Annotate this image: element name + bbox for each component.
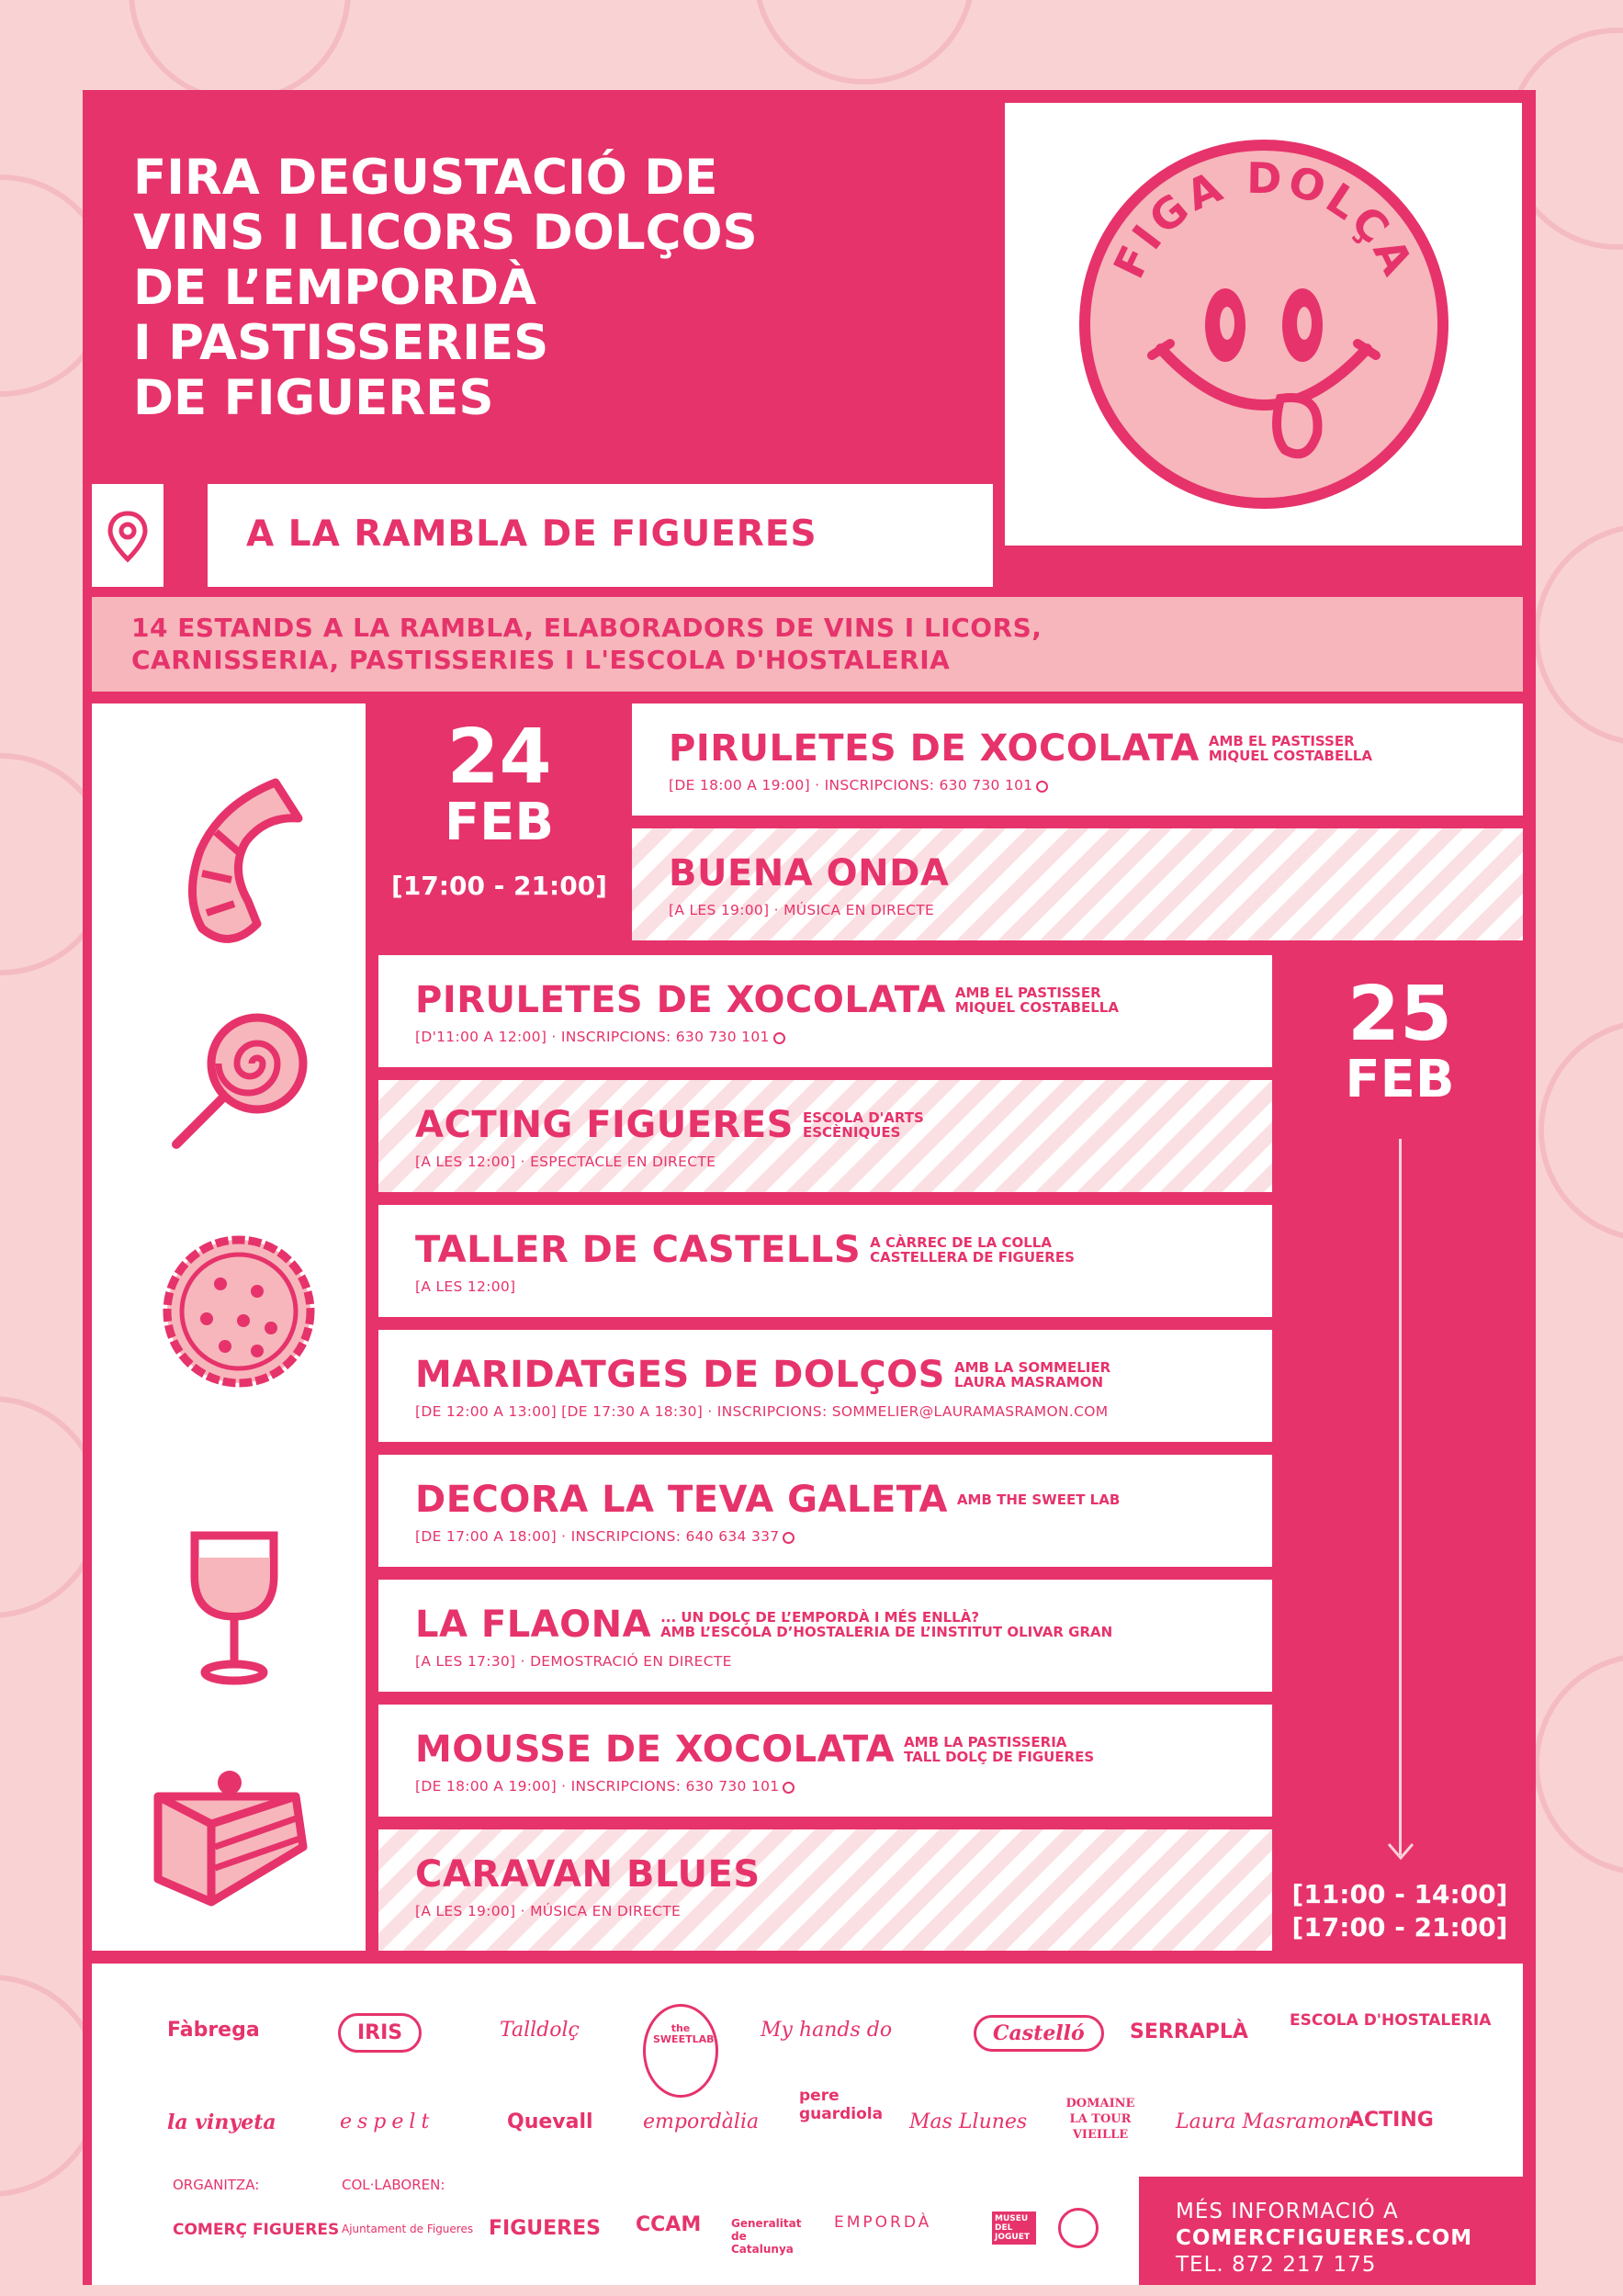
day-hours: [17:00 - 21:00] (1291, 1912, 1508, 1942)
collaborator-logo: CCAM (636, 2213, 702, 2236)
sponsor-logo: la vinyeta (167, 2110, 276, 2134)
background-smiley-icon (1534, 1653, 1623, 1875)
event-info: [DE 17:00 A 18:00] · INSCRIPCIONS: 640 634 337 (415, 1528, 780, 1545)
organizer-logo: COMERÇ FIGUERES (173, 2221, 340, 2239)
event-info: [A LES 12:00] (415, 1278, 516, 1295)
sponsor-logo: espelt (340, 2110, 435, 2133)
event-title: MOUSSE DE XOCOLATA (415, 1728, 896, 1771)
sponsor-logo: Quevall (507, 2110, 593, 2133)
collaborator-logo: Generalitat de Catalunya (731, 2217, 802, 2256)
event-card (378, 1580, 1272, 1692)
event-subtitle (1209, 734, 1372, 763)
event-card (632, 828, 1523, 940)
background-smiley-icon (1538, 1019, 1623, 1242)
sponsor-logo: ACTING (1348, 2109, 1434, 2132)
figa-dolca-logo (1005, 103, 1522, 546)
day-number: 25 (1347, 971, 1453, 1058)
lollipop-icon (176, 1018, 303, 1144)
website-link[interactable]: COMERCFIGUERES.COM (1176, 2226, 1473, 2250)
event-card (378, 1455, 1272, 1567)
event-subtitle-line2: AMB L’ESCOLA D’HOSTALERIA DE L’INSTITUT OLIVAR GRAN (660, 1624, 1113, 1640)
event-subtitle-line2: MIQUEL COSTABELLA (954, 999, 1119, 1016)
event-info: [A LES 19:00] · MÚSICA EN DIRECTE (415, 1903, 682, 1919)
background-smiley-icon (753, 0, 975, 84)
event-card (378, 955, 1272, 1067)
event-subtitle-line1: A CÀRREC DE LA COLLA (870, 1234, 1052, 1251)
whatsapp-icon (783, 1532, 795, 1544)
event-title: LA FLAONA (415, 1604, 652, 1646)
sponsor-logo: pere guardiola (799, 2087, 884, 2123)
event-title: DECORA LA TEVA GALETA (415, 1479, 948, 1521)
sponsor-logo: Fàbrega (167, 2019, 260, 2042)
event-card (378, 1330, 1272, 1442)
event-title: ACTING FIGUERES (415, 1104, 794, 1146)
logo-text: FIGA DOLÇA (1103, 152, 1425, 287)
event-info: [DE 18:00 A 19:00] · INSCRIPCIONS: 630 730 101 (669, 777, 1033, 793)
poster-title (83, 90, 992, 480)
background-smiley-icon (1534, 523, 1623, 746)
event-title: BUENA ONDA (669, 852, 950, 895)
event-card (378, 1705, 1272, 1817)
collaborator-logo: MUSEU DEL JOGUET (992, 2212, 1036, 2245)
phone-number[interactable]: TEL. 872 217 175 (1176, 2253, 1377, 2277)
title-line: DE FIGUERES (133, 370, 494, 426)
icon-column (92, 703, 366, 1951)
day-hours: [11:00 - 14:00] (1291, 1879, 1508, 1909)
sponsor-logo: IRIS (338, 2013, 422, 2053)
organitza-label: ORGANITZA: (173, 2177, 260, 2193)
event-subtitle-line2: ESCÈNIQUES (803, 1124, 901, 1141)
event-title: TALLER DE CASTELLS (415, 1229, 862, 1271)
cookie-icon (167, 1240, 310, 1383)
sponsor-logo: Mas Llunes (909, 2110, 1028, 2133)
sponsor-logo: Laura Masramon (1176, 2110, 1352, 2133)
whatsapp-icon (1036, 781, 1048, 793)
sponsor-logo: DOMAINE LA TOUR VIEILLE (1065, 2097, 1135, 2142)
arrow-down-icon (1387, 1841, 1414, 1862)
event-info: [A LES 17:30] · DEMOSTRACIÓ EN DIRECTE (415, 1653, 732, 1670)
event-info: [A LES 19:00] · MÚSICA EN DIRECTE (669, 902, 935, 918)
event-title: MARIDATGES DE DOLÇOS (415, 1354, 945, 1396)
event-subtitle-line2: MIQUEL COSTABELLA (1208, 748, 1372, 764)
day-month: FEB (1345, 1050, 1455, 1109)
event-subtitle-line2: TALL DOLÇ DE FIGUERES (904, 1749, 1095, 1765)
day-25-block (1277, 955, 1523, 1951)
logo-panel (1005, 103, 1522, 546)
collaboren-label: COL·LABOREN: (342, 2177, 445, 2193)
event-card (378, 1829, 1272, 1951)
event-card (378, 1080, 1272, 1192)
day-month: FEB (444, 793, 555, 852)
event-subtitle-line1: ESCOLA D'ARTS (803, 1109, 924, 1126)
stands-band (92, 597, 1523, 692)
location-pin-icon (92, 484, 163, 587)
more-info-box (1139, 2177, 1523, 2285)
event-subtitle-line1: AMB LA SOMMELIER (954, 1359, 1111, 1376)
croissant-icon (192, 782, 299, 939)
timeline-line (1399, 1139, 1402, 1855)
day-24-block (367, 703, 631, 951)
band-line: 14 ESTANDS A LA RAMBLA, ELABORADORS DE VINS I LICORS, (131, 613, 1043, 643)
title-line: FIRA DEGUSTACIÓ DE (133, 150, 718, 206)
event-card (632, 703, 1523, 816)
whatsapp-icon (783, 1782, 795, 1794)
sponsor-logo: SERRAPLÀ (1130, 2020, 1248, 2043)
event-info: [DE 18:00 A 19:00] · INSCRIPCIONS: 630 730 101 (415, 1778, 780, 1795)
event-subtitle-line2: CASTELLERA DE FIGUERES (870, 1249, 1075, 1266)
title-line: I PASTISSERIES (133, 315, 549, 371)
event-card (378, 1205, 1272, 1317)
event-subtitle-line2: LAURA MASRAMON (954, 1374, 1103, 1390)
sponsor-logo: ESCOLA D'HOSTALERIA (1290, 2011, 1492, 2030)
background-smiley-icon (129, 0, 351, 103)
sponsor-logo: the SWEETLAB (643, 2004, 718, 2098)
event-info: [DE 12:00 A 13:00] [DE 17:30 A 18:30] · INSCRIPCIONS: SOMMELIER@LAURAMASRAMON.COM (415, 1403, 1109, 1420)
location-pin-box (92, 484, 163, 587)
event-info: [A LES 12:00] · ESPECTACLE EN DIRECTE (415, 1154, 716, 1170)
more-info-label: MÉS INFORMACIÓ A (1176, 2200, 1399, 2223)
sponsor-logo: Castelló (974, 2015, 1104, 2052)
day-number: 24 (446, 714, 552, 801)
sponsor-logo: empordàlia (643, 2110, 760, 2133)
event-subtitle-line1: AMB LA PASTISSERIA (904, 1734, 1067, 1750)
event-title: PIRULETES DE XOCOLATA (669, 727, 1200, 770)
title-line: DE L’EMPORDÀ (133, 260, 537, 316)
cake-slice-icon (158, 1771, 303, 1902)
title-line: VINS I LICORS DOLÇOS (133, 205, 758, 261)
sponsor-logo: My hands do (761, 2019, 893, 2042)
event-subtitle-line1: AMB THE SWEET LAB (956, 1491, 1121, 1508)
sponsor-logo: Talldolç (500, 2019, 580, 2042)
wine-glass-icon (195, 1536, 274, 1681)
event-title: PIRULETES DE XOCOLATA (415, 979, 946, 1021)
event-subtitle-line1: AMB EL PASTISSER (954, 985, 1101, 1001)
collaborator-logo: EMPORDÀ (834, 2213, 932, 2232)
collaborator-seal-icon (1058, 2208, 1099, 2248)
location-label: A LA RAMBLA DE FIGUERES (208, 484, 993, 587)
collaborator-logo: FIGUERES (489, 2217, 601, 2240)
event-info: [D'11:00 A 12:00] · INSCRIPCIONS: 630 730 101 (415, 1029, 770, 1045)
band-line: CARNISSERIA, PASTISSERIES I L'ESCOLA D'HOSTALERIA (131, 645, 951, 675)
day-hours: [17:00 - 21:00] (391, 871, 607, 901)
event-title: CARAVAN BLUES (415, 1853, 761, 1896)
collaborator-logo: Ajuntament de Figueres (342, 2223, 474, 2235)
whatsapp-icon (773, 1032, 785, 1044)
event-subtitle-line1: ... UN DOLÇ DE L’EMPORDÀ I MÉS ENLLÀ? (660, 1609, 980, 1626)
event-subtitle-line1: AMB EL PASTISSER (1208, 733, 1355, 749)
